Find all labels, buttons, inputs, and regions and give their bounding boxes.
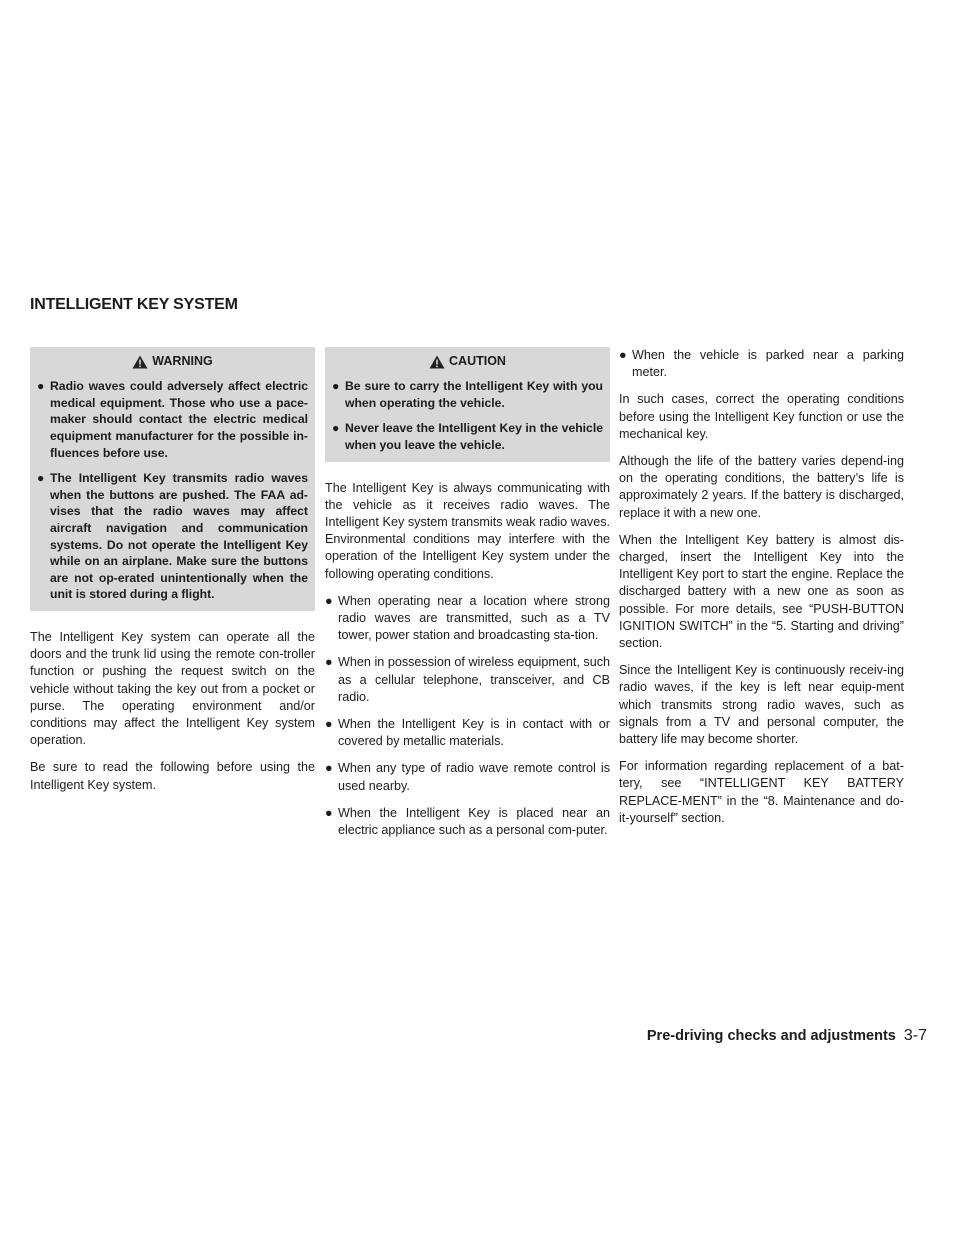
- bullet-icon: ●: [332, 379, 340, 394]
- column-3: [619, 347, 904, 837]
- list-item: [325, 716, 610, 750]
- list-item-text: When operating near a location where strong radio waves are transmitted, such as a TV tower, power station and broadcasting sta-tion.: [338, 593, 610, 643]
- warning-item-text: Radio waves could adversely affect electric medical equipment. Those who use a pace-maker should contact the electric medical equipment manufacturer for the possible in-fluences before use.: [50, 379, 308, 460]
- bullet-icon: ●: [325, 655, 333, 670]
- list-item-text: When in possession of wireless equipment, such as a cellular telephone, transceiver, and CB radio.: [338, 655, 610, 704]
- bullet-icon: ●: [325, 761, 333, 776]
- body-paragraph: When the Intelligent Key battery is almost dis-charged, insert the Intelligent Key into the Intelligent Key port to start the engine. Replace the discharged battery with a new one as soon as possible. For more details, see “PUSH-BUTTON IGNITION SWITCH” in the “5. Starting and driving” section.: [619, 532, 904, 651]
- column-1: [30, 347, 315, 804]
- caution-item-text: Never leave the Intelligent Key in the vehicle when you leave the vehicle.: [345, 421, 603, 452]
- page-number: 3-7: [903, 1027, 927, 1044]
- list-item: [325, 654, 610, 706]
- caution-heading-text: CAUTION: [449, 354, 506, 368]
- body-paragraph: For information regarding replacement of a bat-tery, see “INTELLIGENT KEY BATTERY REPLACE-MENT” in the “8. Maintenance and do-it-yourself” section.: [619, 759, 904, 825]
- body-paragraph: Although the life of the battery varies depend-ing on the operating conditions, the battery’s life is approximately 2 years. If the battery is discharged, replace it with a new one.: [619, 454, 904, 520]
- column-2: [325, 347, 610, 849]
- section-title: INTELLIGENT KEY SYSTEM: [30, 296, 238, 313]
- bullet-icon: ●: [325, 593, 333, 608]
- list-item: [325, 760, 610, 794]
- list-item-text: When any type of radio wave remote control is used nearby.: [338, 761, 610, 793]
- list-item-text: When the Intelligent Key is placed near an electric appliance such as a personal com-puter.: [338, 805, 610, 838]
- warning-heading: [37, 353, 308, 370]
- caution-item: [332, 420, 603, 453]
- body-paragraph: The Intelligent Key is always communicating with the vehicle as it receives radio waves. The Intelligent Key system transmits weak radio waves. Environmental conditions may interfere with the operation of the Intelligent Key system under the following operating conditions.: [325, 480, 610, 581]
- list-item-text: When the vehicle is parked near a parking meter.: [632, 348, 904, 380]
- caution-box: [325, 347, 610, 462]
- bullet-icon: ●: [332, 421, 340, 436]
- body-paragraph: The Intelligent Key system can operate all the doors and the trunk lid using the remote con-troller function or pushing the request switch on the vehicle without taking the key out from a pocket or purse. The operating environment and/or conditions may affect the Intelligent Key system operation.: [30, 629, 315, 748]
- body-paragraph: Since the Intelligent Key is continuously receiv-ing radio waves, if the key is left near equip-ment which transmits strong radio waves, such as signals from a TV and personal computer, the battery life may become shorter.: [619, 663, 904, 747]
- page-footer: [647, 1027, 927, 1045]
- warning-item-text: The Intelligent Key transmits radio waves when the buttons are pushed. The FAA ad-vises that the radio waves may affect aircraft navigation and communication systems. Do not operate the Intelligent Key while on an airplane. Make sure the buttons are not op-erated unintentionally when the unit is stored during a flight.: [50, 471, 308, 602]
- list-item: [325, 593, 610, 645]
- caution-item-text: Be sure to carry the Intelligent Key with you when operating the vehicle.: [345, 379, 603, 410]
- warning-item: [37, 378, 308, 461]
- warning-icon: [132, 355, 148, 369]
- caution-item: [332, 378, 603, 411]
- body-paragraph: Be sure to read the following before using the Intelligent Key system.: [30, 760, 315, 792]
- warning-item: [37, 470, 308, 603]
- caution-icon: [429, 355, 445, 369]
- warning-box: [30, 347, 315, 611]
- warning-heading-text: WARNING: [152, 354, 213, 368]
- caution-heading: [332, 353, 603, 370]
- footer-chapter: Pre-driving checks and adjustments: [646, 1028, 896, 1044]
- list-item: [325, 805, 610, 839]
- body-paragraph: In such cases, correct the operating conditions before using the Intelligent Key function or use the mechanical key.: [619, 392, 904, 441]
- bullet-icon: ●: [37, 471, 45, 486]
- bullet-icon: ●: [37, 379, 45, 394]
- list-item: [619, 347, 904, 381]
- bullet-icon: ●: [325, 717, 333, 732]
- bullet-icon: ●: [325, 805, 333, 820]
- list-item-text: When the Intelligent Key is in contact with or covered by metallic materials.: [338, 717, 610, 749]
- bullet-icon: ●: [619, 348, 627, 362]
